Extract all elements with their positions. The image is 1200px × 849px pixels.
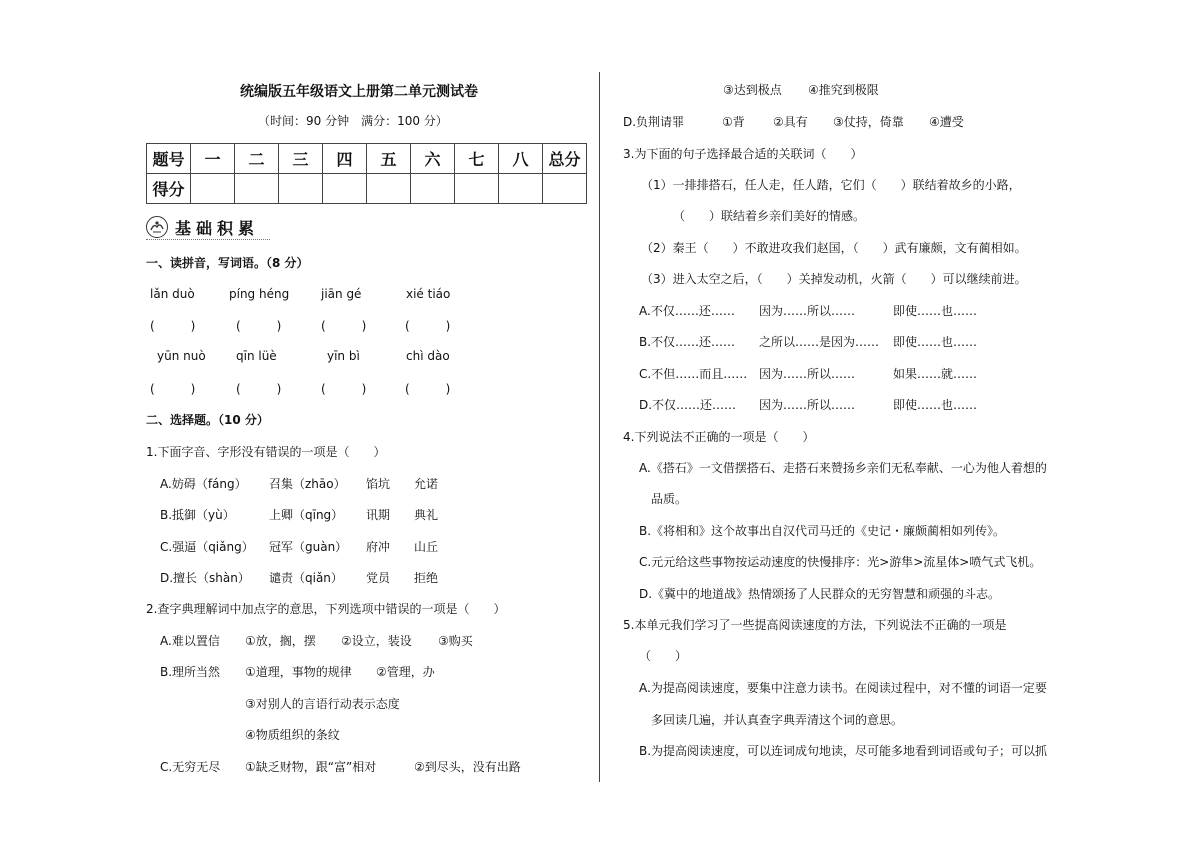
option-word: 之所以……是因为…… — [759, 335, 880, 349]
meaning: ④推究到极限 — [808, 83, 879, 97]
score-header-cell: 七 — [455, 144, 499, 174]
score-header-cell: 题号 — [147, 144, 191, 174]
pinyin: yīn bì — [327, 349, 360, 363]
option-text[interactable]: A.为提高阅读速度，要集中注意力读书。在阅读过程中，对不懂的词语一定要 — [639, 681, 1047, 695]
option-text[interactable]: D.《冀中的地道战》热情颂扬了人民群众的无穷智慧和顽强的斗志。 — [639, 587, 1001, 601]
score-cell[interactable] — [367, 174, 411, 204]
score-header-cell: 五 — [367, 144, 411, 174]
option-label[interactable]: A.妨碍（fáng） — [160, 477, 247, 491]
option-text[interactable]: B.《将相和》这个故事出自汉代司马迁的《史记・廉颇蔺相如列传》。 — [639, 524, 1006, 538]
score-header-cell: 三 — [279, 144, 323, 174]
option-label[interactable]: B.理所当然 — [160, 665, 221, 679]
meaning: ③仗持，倚靠 — [833, 115, 904, 129]
meaning: ②管理，办 — [376, 665, 435, 679]
answer-blank[interactable]: ( ) — [321, 382, 367, 396]
option-word: 因为……所以…… — [759, 367, 856, 381]
score-cell[interactable] — [323, 174, 367, 204]
score-header-cell: 六 — [411, 144, 455, 174]
meaning: ②设立，装设 — [341, 634, 412, 648]
meaning: ②到尽头，没有出路 — [414, 760, 521, 774]
option-label[interactable]: C.无穷无尽 — [160, 760, 221, 774]
section-underline — [146, 239, 270, 240]
option-text[interactable]: A.《搭石》一文借摆搭石、走搭石来赞扬乡亲们无私奉献、一心为他人着想的 — [639, 461, 1047, 475]
score-cell[interactable] — [411, 174, 455, 204]
option-word: 如果……就…… — [893, 367, 978, 381]
meaning: ①缺乏财物，跟“富”相对 — [245, 760, 377, 774]
answer-blank[interactable]: ( ) — [321, 319, 367, 333]
meaning: ①道理，事物的规律 — [245, 665, 352, 679]
answer-blank[interactable]: ( ) — [236, 319, 282, 333]
question-stem: 1.下面字音、字形没有错误的一项是（ ） — [146, 445, 386, 459]
option-word: 召集（zhāo） — [269, 477, 346, 491]
answer-blank[interactable]: ( ) — [150, 382, 196, 396]
score-header-cell: 四 — [323, 144, 367, 174]
meaning: ③购买 — [438, 634, 473, 648]
option-label[interactable]: D.负荆请罪 — [623, 115, 685, 129]
answer-blank[interactable]: ( ) — [150, 319, 196, 333]
option-text: 多回读几遍，并认真查字典弄清这个词的意思。 — [651, 713, 904, 727]
score-cell[interactable] — [543, 174, 587, 204]
option-label[interactable]: D.擅长（shàn） — [160, 571, 250, 585]
option-label[interactable]: C.强逼（qiǎng） — [160, 540, 254, 554]
option-word: 因为……所以…… — [759, 304, 856, 318]
score-header-cell: 总分 — [543, 144, 587, 174]
score-header-cell: 八 — [499, 144, 543, 174]
score-cell[interactable] — [499, 174, 543, 204]
meaning: ②具有 — [773, 115, 808, 129]
pinyin: píng héng — [229, 287, 290, 301]
option-text[interactable]: B.为提高阅读速度，可以连词成句地读，尽可能多地看到词语或句子；可以抓 — [639, 744, 1048, 758]
pinyin: qīn lüè — [236, 349, 277, 363]
sentence: （2）秦王（ ）不敢进攻我们赵国，（ ）武有廉颇，文有蔺相如。 — [641, 241, 1027, 255]
meaning: ④物质组织的条纹 — [245, 728, 340, 742]
option-word: 上卿（qīng） — [269, 508, 344, 522]
option-label[interactable]: D.不仅……还…… — [639, 398, 737, 412]
question-stem: 4.下列说法不正确的一项是（ ） — [623, 430, 815, 444]
meaning: ④遭受 — [929, 115, 964, 129]
q1-title: 一、读拼音，写词语。（8 分） — [146, 256, 309, 270]
section-heading: 基础积累 — [175, 219, 260, 238]
option-word: 讯期 — [366, 508, 391, 522]
q2-title: 二、选择题。（10 分） — [146, 413, 269, 427]
sentence: （1）一排排搭石，任人走，任人踏，它们（ ）联结着故乡的小路， — [641, 178, 1021, 192]
option-word: 允诺 — [414, 477, 439, 491]
score-row — [147, 174, 587, 204]
score-cell[interactable] — [191, 174, 235, 204]
pinyin: lǎn duò — [150, 287, 195, 301]
option-text[interactable]: C.元元给这些事物按运动速度的快慢排序：光>游隼>流星体>喷气式飞机。 — [639, 555, 1042, 569]
question-stem: 3.为下面的句子选择最合适的关联词（ ） — [623, 147, 863, 161]
column-divider — [599, 72, 600, 782]
option-label[interactable]: C.不但……而且…… — [639, 367, 748, 381]
option-word: 冠军（guàn） — [269, 540, 348, 554]
meaning: ①背 — [722, 115, 745, 129]
sentence: （3）进入太空之后，（ ）关掉发动机，火箭（ ）可以继续前进。 — [641, 272, 1027, 286]
question-stem: 5.本单元我们学习了一些提高阅读速度的方法，下列说法不正确的一项是 — [623, 618, 1007, 632]
option-label[interactable]: A.不仅……还…… — [639, 304, 735, 318]
page-title: 统编版五年级语文上册第二单元测试卷 — [240, 84, 478, 100]
score-header-cell: 二 — [235, 144, 279, 174]
score-cell[interactable] — [235, 174, 279, 204]
option-word: 府冲 — [366, 540, 391, 554]
score-cell[interactable] — [279, 174, 323, 204]
sentence: （ ）联结着乡亲们美好的情感。 — [673, 209, 866, 223]
score-table — [146, 143, 587, 204]
option-word: 馅坑 — [366, 477, 391, 491]
book-emblem-icon — [146, 216, 168, 238]
meaning: ①放，搁，摆 — [245, 634, 316, 648]
option-word: 拒绝 — [414, 571, 439, 585]
meaning: ③对别人的言语行动表示态度 — [245, 697, 400, 711]
option-word: 因为……所以…… — [759, 398, 856, 412]
option-label[interactable]: B.抵御（yù） — [160, 508, 235, 522]
option-word: 即使……也…… — [893, 304, 978, 318]
option-label[interactable]: B.不仅……还…… — [639, 335, 736, 349]
exam-info: （时间：90 分钟 满分：100 分） — [258, 114, 448, 128]
pinyin: yūn nuò — [157, 349, 206, 363]
answer-paren[interactable]: （ ） — [639, 649, 688, 663]
pinyin: jiān gé — [321, 287, 362, 301]
question-stem: 2.查字典理解词中加点字的意思，下列选项中错误的一项是（ ） — [146, 602, 506, 616]
option-word: 即使……也…… — [893, 335, 978, 349]
score-header-row — [147, 144, 587, 174]
option-word: 典礼 — [414, 508, 439, 522]
score-row-label: 得分 — [147, 174, 191, 204]
score-cell[interactable] — [455, 174, 499, 204]
answer-blank[interactable]: ( ) — [405, 382, 451, 396]
answer-blank[interactable]: ( ) — [236, 382, 282, 396]
score-header-cell: 一 — [191, 144, 235, 174]
meaning: ③达到极点 — [723, 83, 782, 97]
option-text: 品质。 — [651, 492, 688, 506]
option-word: 即使……也…… — [893, 398, 978, 412]
answer-blank[interactable]: ( ) — [405, 319, 451, 333]
pinyin: chì dào — [406, 349, 450, 363]
option-word: 山丘 — [414, 540, 439, 554]
option-label[interactable]: A.难以置信 — [160, 634, 220, 648]
option-word: 党员 — [366, 571, 391, 585]
option-word: 谴责（qiǎn） — [269, 571, 343, 585]
pinyin: xié tiáo — [406, 287, 451, 301]
